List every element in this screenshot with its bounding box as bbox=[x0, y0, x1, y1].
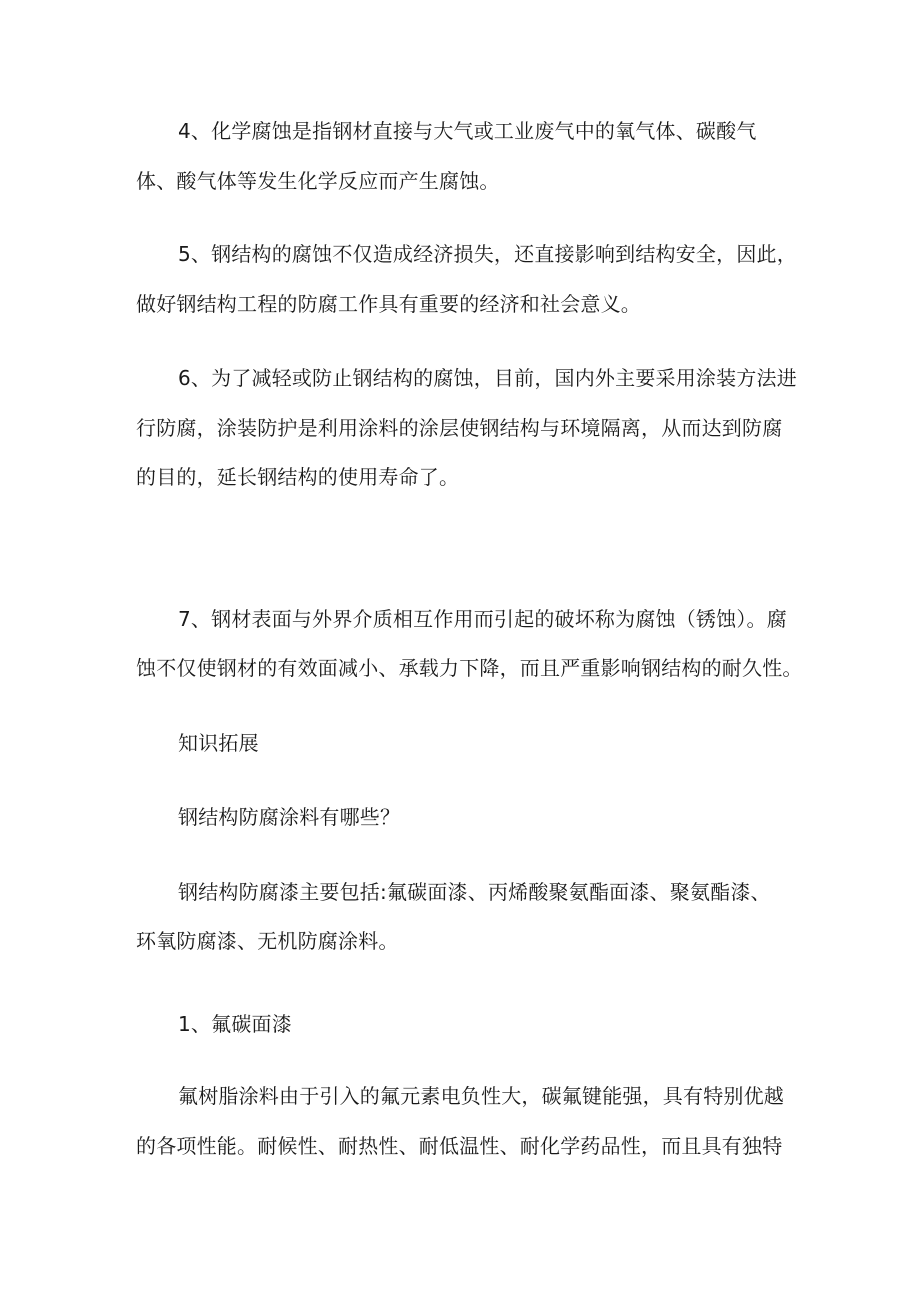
fluoro-line-1: 氟树脂涂料由于引入的氟元素电负性大，碳氟键能强，具有特别优越 bbox=[178, 1084, 784, 1108]
answer-line-2: 环氧防腐漆、无机防腐涂料。 bbox=[136, 929, 399, 953]
paragraph-4-line-2: 体、酸气体等发生化学反应而产生腐蚀。 bbox=[136, 169, 500, 193]
paragraph-6-line-3: 的目的，延长钢结构的使用寿命了。 bbox=[136, 465, 460, 489]
paragraph-6-line-2: 行防腐，涂装防护是利用涂料的涂层使钢结构与环境隔离，从而达到防腐 bbox=[136, 416, 783, 440]
paragraph-4-line-1: 4、化学腐蚀是指钢材直接与大气或工业废气中的氧气体、碳酸气 bbox=[178, 119, 757, 143]
answer-line-1: 钢结构防腐漆主要包括:氟碳面漆、丙烯酸聚氨酯面漆、聚氨酯漆、 bbox=[178, 880, 771, 904]
subheading-1: 1、氟碳面漆 bbox=[178, 1012, 292, 1036]
paragraph-7-line-2: 蚀不仅使钢材的有效面减小、承载力下降，而且严重影响钢结构的耐久性。 bbox=[136, 656, 803, 680]
question-line: 钢结构防腐涂料有哪些？ bbox=[178, 805, 401, 829]
fluoro-line-2: 的各项性能。耐候性、耐热性、耐低温性、耐化学药品性，而且具有独特 bbox=[136, 1134, 783, 1158]
paragraph-6-line-1: 6、为了减轻或防止钢结构的腐蚀，目前，国内外主要采用涂装方法进 bbox=[178, 366, 797, 390]
paragraph-5-line-1: 5、钢结构的腐蚀不仅造成经济损失，还直接影响到结构安全，因此， bbox=[178, 242, 797, 266]
paragraph-7-line-1: 7、钢材表面与外界介质相互作用而引起的破坏称为腐蚀（锈蚀）。腐 bbox=[178, 607, 787, 631]
knowledge-heading: 知识拓展 bbox=[178, 731, 259, 755]
paragraph-5-line-2: 做好钢结构工程的防腐工作具有重要的经济和社会意义。 bbox=[136, 292, 641, 316]
